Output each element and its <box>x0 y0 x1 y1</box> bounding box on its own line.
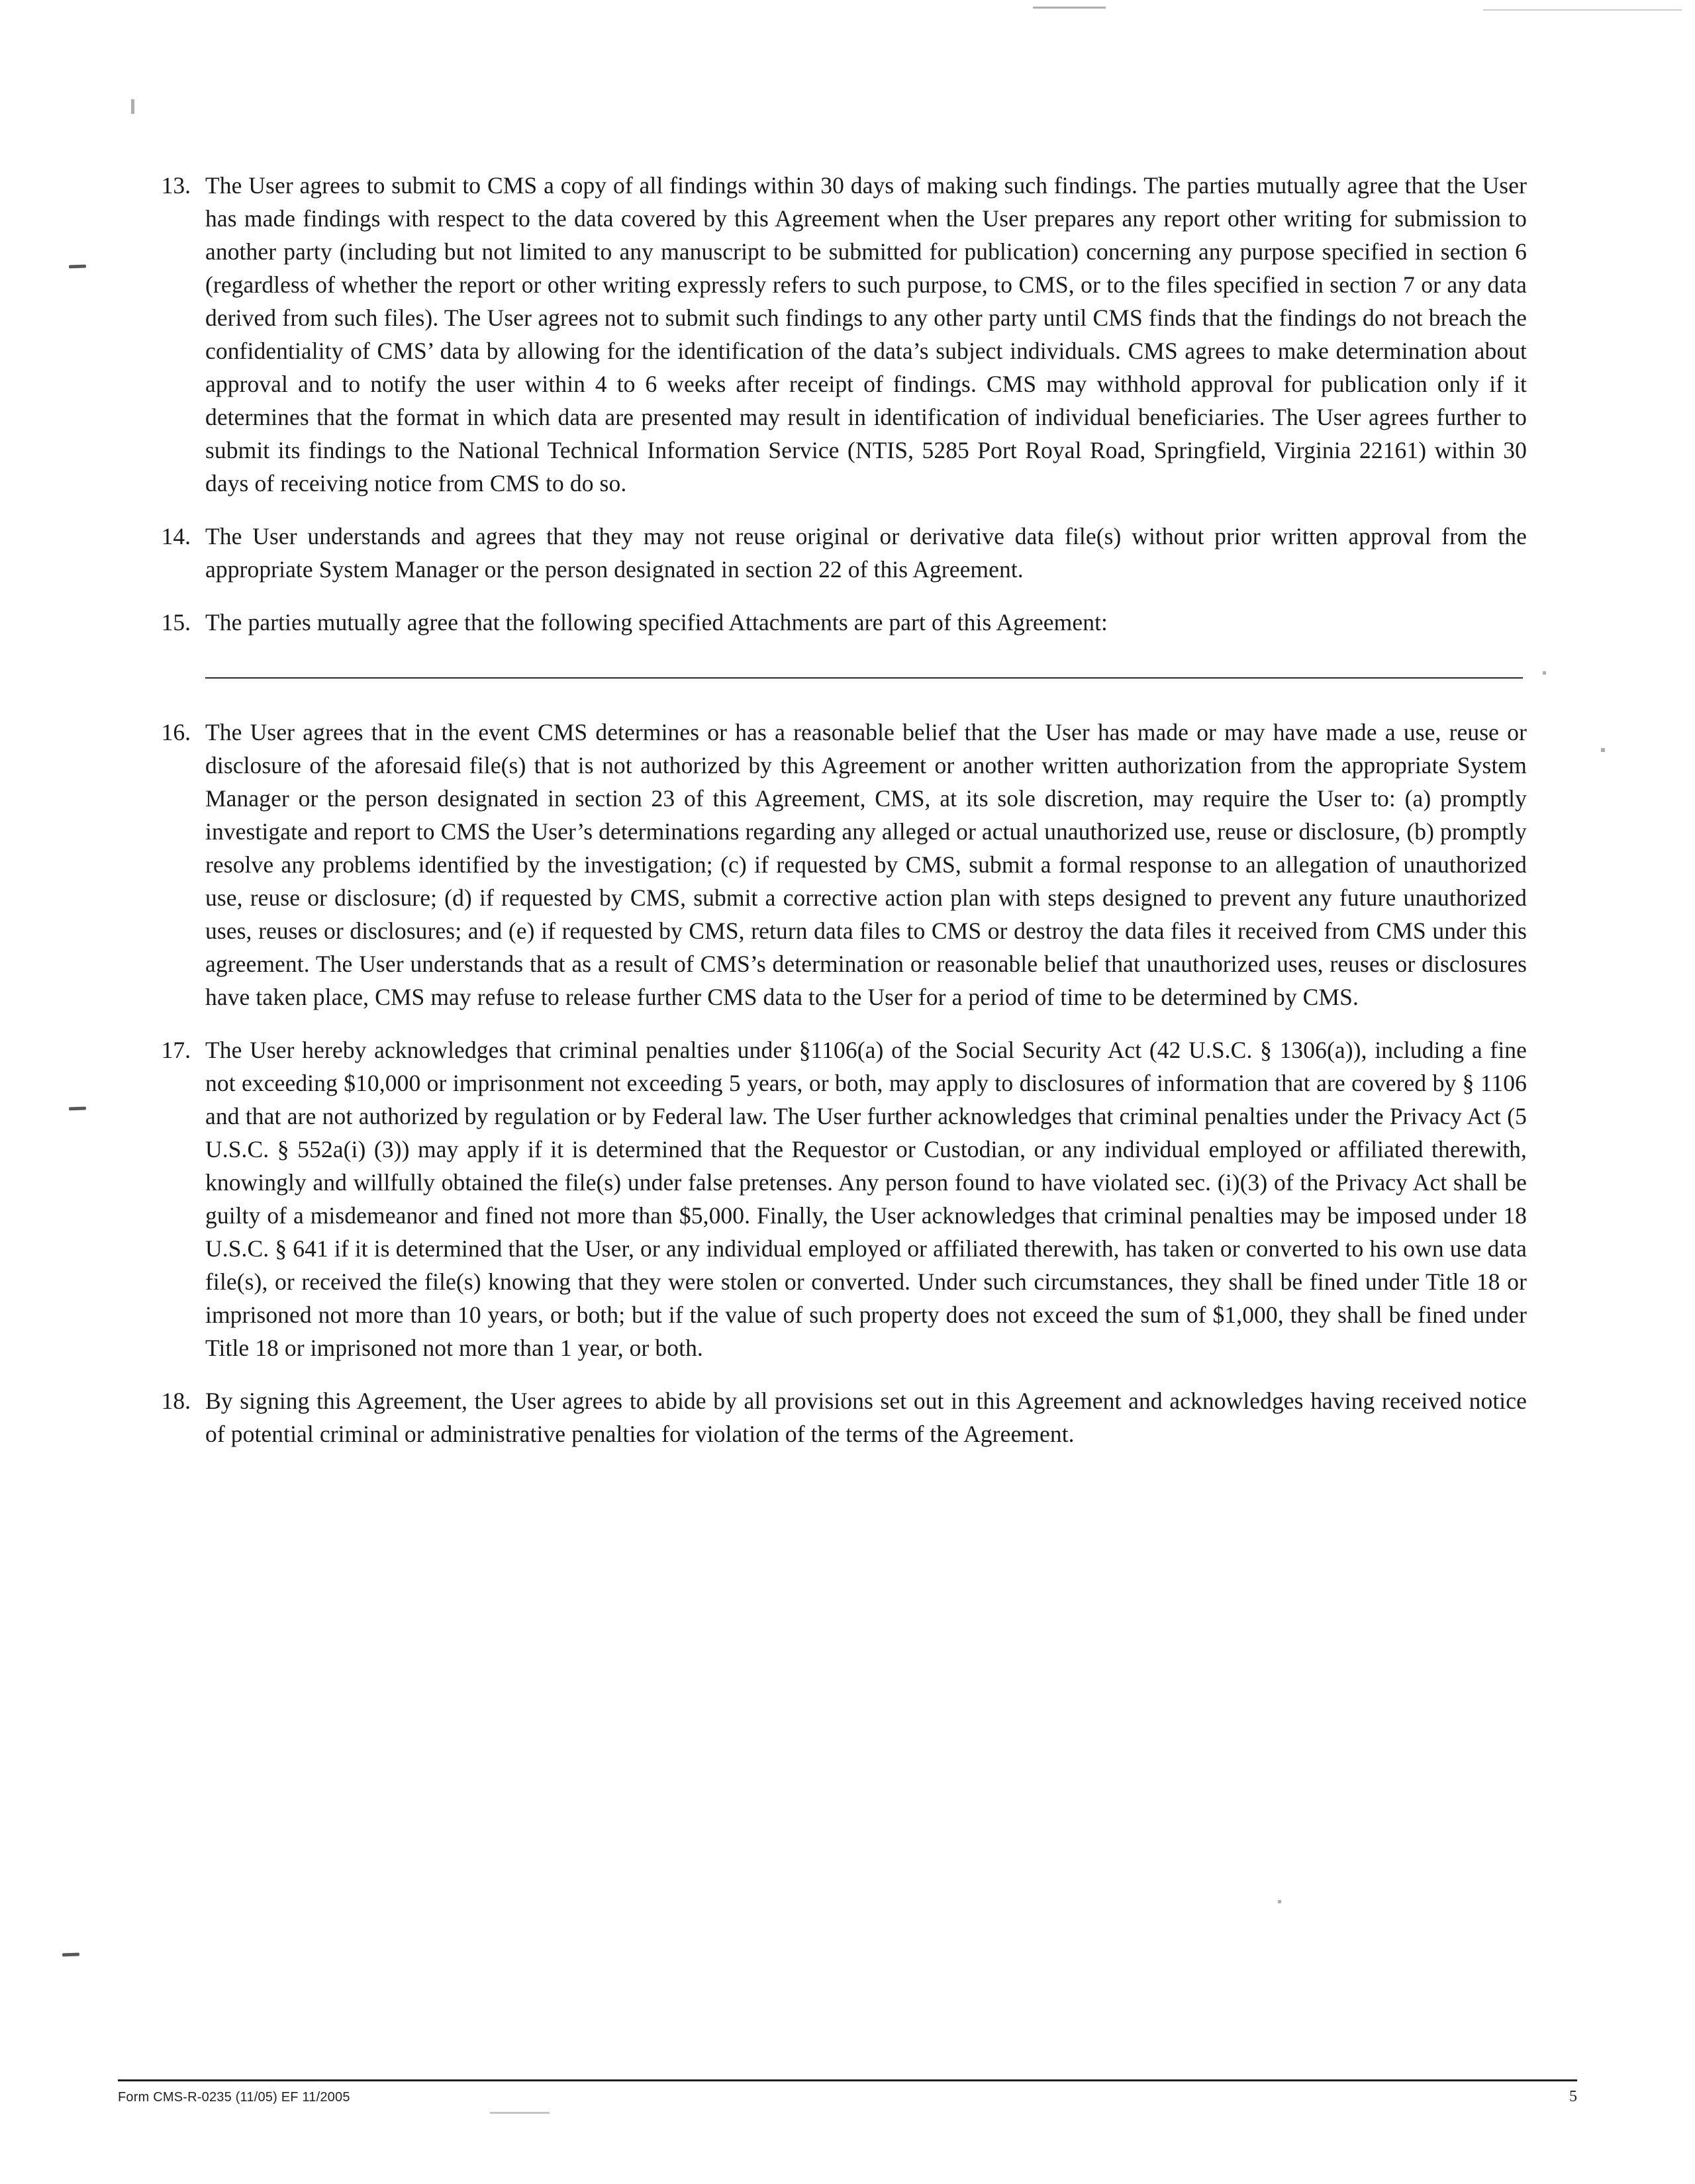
clause-14 <box>151 520 1527 586</box>
clause-17 <box>151 1033 1527 1364</box>
clause-text: The User hereby acknowledges that criminal penalties under §1106(a) of the Social Security Act (42 U.S.C. § 1306(a)), including a fine not exceeding $10,000 or imprisonment not exceeding 5 years, or both, may apply to disclosures of information that are covered by § 1106 and that are not authorized by regulation or by Federal law. The User further acknowledges that criminal penalties under the Privacy Act (5 U.S.C. § 552a(i) (3)) may apply if it is determined that the Requestor or Custodian, or any individual employed or affiliated therewith, knowingly and willfully obtained the file(s) under false pretenses. Any person found to have violated sec. (i)(3) of the Privacy Act shall be guilty of a misdemeanor and fined not more than $5,000. Finally, the User acknowledges that criminal penalties may be imposed under 18 U.S.C. § 641 if it is determined that the User, or any individual employed or affiliated therewith, has taken or converted to his own use data file(s), or received the file(s) knowing that they were stolen or converted. Under such circumstances, they shall be fined under Title 18 or imprisoned not more than 10 years, or both; but if the value of such property does not exceed the sum of $1,000, they shall be fined under Title 18 or imprisoned not more than 1 year, or both. <box>205 1037 1527 1361</box>
clause-number: 17. <box>161 1037 191 1063</box>
clause-number: 15. <box>161 609 191 636</box>
footer-divider <box>118 2079 1577 2081</box>
scan-artifact-top-line <box>1033 7 1106 9</box>
scan-artifact-top-dashes <box>1483 9 1682 11</box>
clause-13 <box>151 169 1527 500</box>
scan-artifact-dot-left <box>131 99 134 114</box>
clause-number: 13. <box>161 172 191 199</box>
form-identifier: Form CMS-R-0235 (11/05) EF 11/2005 <box>118 2090 350 2105</box>
scan-artifact-bottom-line <box>490 2112 550 2114</box>
scan-artifact-dot-bottom <box>1278 1900 1281 1903</box>
clause-text: By signing this Agreement, the User agrees to abide by all provisions set out in this Agreement and acknowledges having received notice of potential criminal or administrative penalties for violation of the terms of the Agreement. <box>205 1388 1527 1447</box>
clause-18 <box>151 1384 1527 1450</box>
clause-text: The User understands and agrees that they may not reuse original or derivative data file(s) without prior written approval from the appropriate System Manager or the person designated in section 22 of this Agreement. <box>205 523 1527 583</box>
clause-text: The User agrees to submit to CMS a copy of all findings within 30 days of making such findings. The parties mutually agree that the User has made findings with respect to the data covered by this Agreement when the User prepares any report other writing for submission to another party (including but not limited to any manuscript to be submitted for publication) concerning any purpose specified in section 6 (regardless of whether the report or other writing expressly refers to such purpose, to CMS, or to the files specified in section 7 or any data derived from such files). The User agrees not to submit such findings to any other party until CMS finds that the findings do not breach the confidentiality of CMS’ data by allowing for the identification of the data’s subject individuals. CMS agrees to make determination about approval and to notify the user within 4 to 6 weeks after receipt of findings. CMS may withhold approval for publication only if it determines that the format in which data are presented may result in identification of individual beneficiaries. The User agrees further to submit its findings to the National Technical Information Service (NTIS, 5285 Port Royal Road, Springfield, Virginia 22161) within 30 days of receiving notice from CMS to do so. <box>205 172 1527 497</box>
clause-16 <box>151 716 1527 1014</box>
scan-artifact-dot-mid <box>1543 671 1546 675</box>
clause-number: 18. <box>161 1388 191 1414</box>
page-footer <box>118 2079 1577 2106</box>
attachments-blank-line <box>205 677 1523 679</box>
clause-15 <box>151 606 1527 639</box>
clause-number: 16. <box>161 719 191 745</box>
page-number: 5 <box>1569 2088 1577 2105</box>
clause-number: 14. <box>161 523 191 549</box>
document-body <box>151 169 1527 1450</box>
scan-tick-mark-2 <box>69 1107 86 1111</box>
scan-artifact-dot-right <box>1601 748 1605 752</box>
clause-text: The parties mutually agree that the following specified Attachments are part of this Agreement: <box>205 609 1108 636</box>
scan-tick-mark-3 <box>62 1953 79 1957</box>
clause-text: The User agrees that in the event CMS determines or has a reasonable belief that the User has made or may have made a use, reuse or disclosure of the aforesaid file(s) that is not authorized by this Agreement or another written authorization from the appropriate System Manager or the person designated in section 23 of this Agreement, CMS, at its sole discretion, may require the User to: (a) promptly investigate and report to CMS the User’s determinations regarding any alleged or actual unauthorized use, reuse or disclosure, (b) promptly resolve any problems identified by the investigation; (c) if requested by CMS, submit a formal response to an allegation of unauthorized use, reuse or disclosure; (d) if requested by CMS, submit a corrective action plan with steps designed to prevent any future unauthorized uses, reuses or disclosures; and (e) if requested by CMS, return data files to CMS or destroy the data files it received from CMS under this agreement. The User understands that as a result of CMS’s determination or reasonable belief that unauthorized uses, reuses or disclosures have taken place, CMS may refuse to release further CMS data to the User for a period of time to be determined by CMS. <box>205 719 1527 1010</box>
scan-tick-mark-1 <box>69 265 86 269</box>
